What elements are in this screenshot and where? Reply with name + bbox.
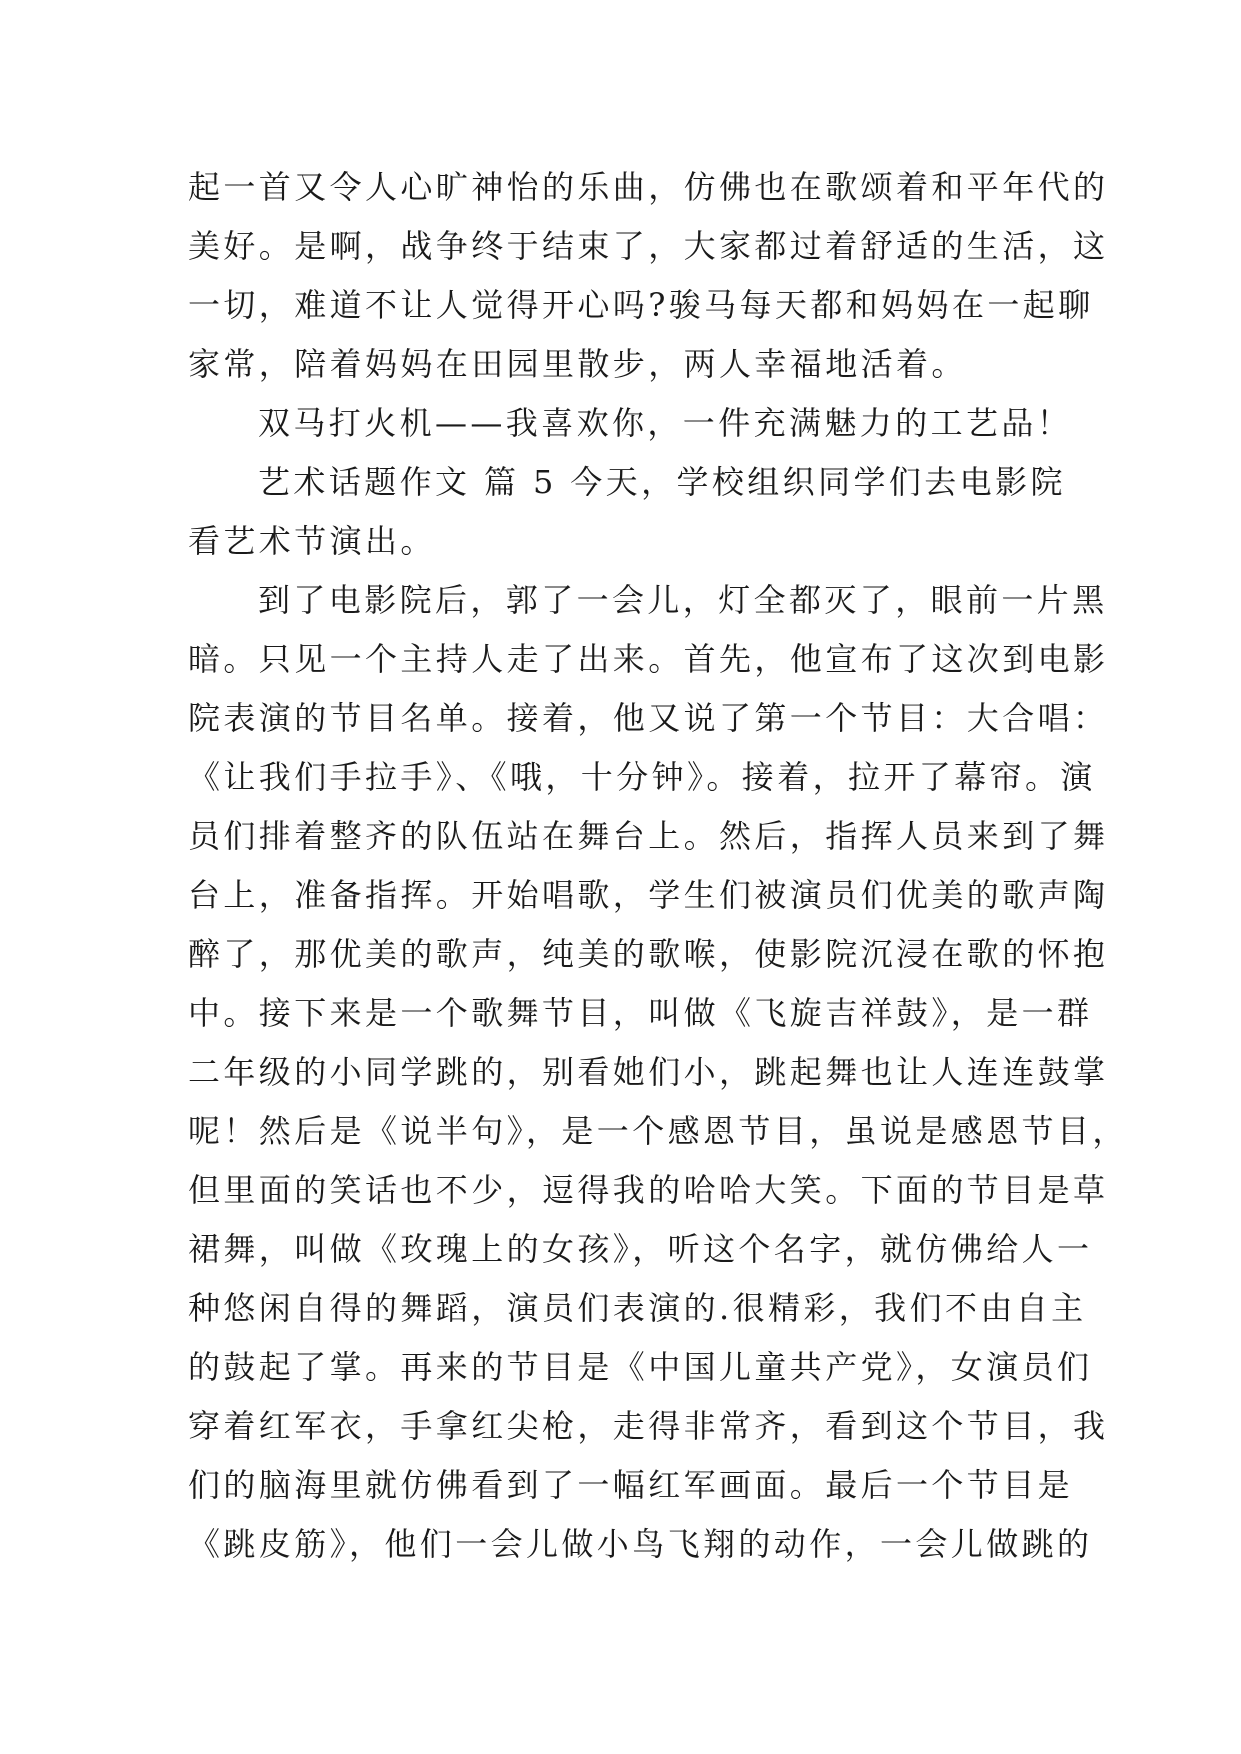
text-line: 呢！然后是《说半句》，是一个感恩节目，虽说是感恩节目， (188, 1112, 1128, 1150)
text-line: 二年级的小同学跳的，别看她们小，跳起舞也让人连连鼓掌 (188, 1053, 1109, 1091)
text-line: 裙舞，叫做《玫瑰上的女孩》，听这个名字，就仿佛给人一 (188, 1230, 1093, 1268)
text-line: 美好。是啊，战争终于结束了，大家都过着舒适的生活，这 (188, 227, 1109, 265)
text-line: 穿着红军衣，手拿红尖枪，走得非常齐，看到这个节目，我 (188, 1407, 1109, 1445)
text-line: 但里面的笑话也不少，逗得我的哈哈大笑。下面的节目是草 (188, 1171, 1109, 1209)
text-line: 暗。只见一个主持人走了出来。首先，他宣布了这次到电影 (188, 640, 1109, 678)
text-line: 双马打火机——我喜欢你，一件充满魅力的工艺品！ (258, 404, 1073, 442)
text-line: 家常，陪着妈妈在田园里散步，两人幸福地活着。 (188, 345, 967, 383)
text-line: 《跳皮筋》，他们一会儿做小鸟飞翔的动作，一会儿做跳的 (188, 1525, 1093, 1563)
text-line: 员们排着整齐的队伍站在舞台上。然后，指挥人员来到了舞 (188, 817, 1109, 855)
text-line: 看艺术节演出。 (188, 522, 436, 560)
text-line: 的鼓起了掌。再来的节目是《中国儿童共产党》，女演员们 (188, 1348, 1093, 1386)
text-line: 艺术话题作文 篇 5 今天，学校组织同学们去电影院 (258, 463, 1066, 501)
text-line: 院表演的节目名单。接着，他又说了第一个节目：大合唱： (188, 699, 1109, 737)
text-line: 一切，难道不让人觉得开心吗?骏马每天都和妈妈在一起聊 (188, 286, 1094, 324)
text-line: 起一首又令人心旷神怡的乐曲，仿佛也在歌颂着和平年代的 (188, 168, 1109, 206)
text-line: 《让我们手拉手》、《哦，十分钟》。接着，拉开了幕帘。演 (188, 758, 1096, 796)
text-line: 到了电影院后，郭了一会儿，灯全都灭了，眼前一片黑 (258, 581, 1108, 619)
text-line: 台上，准备指挥。开始唱歌，学生们被演员们优美的歌声陶 (188, 876, 1109, 914)
text-line: 们的脑海里就仿佛看到了一幅红军画面。最后一个节目是 (188, 1466, 1074, 1504)
text-line: 种悠闲自得的舞蹈，演员们表演的.很精彩，我们不由自主 (188, 1289, 1087, 1327)
text-line: 醉了，那优美的歌声，纯美的歌喉，使影院沉浸在歌的怀抱 (188, 935, 1109, 973)
text-line: 中。接下来是一个歌舞节目，叫做《飞旋吉祥鼓》，是一群 (188, 994, 1093, 1032)
article-body (188, 158, 1128, 1574)
